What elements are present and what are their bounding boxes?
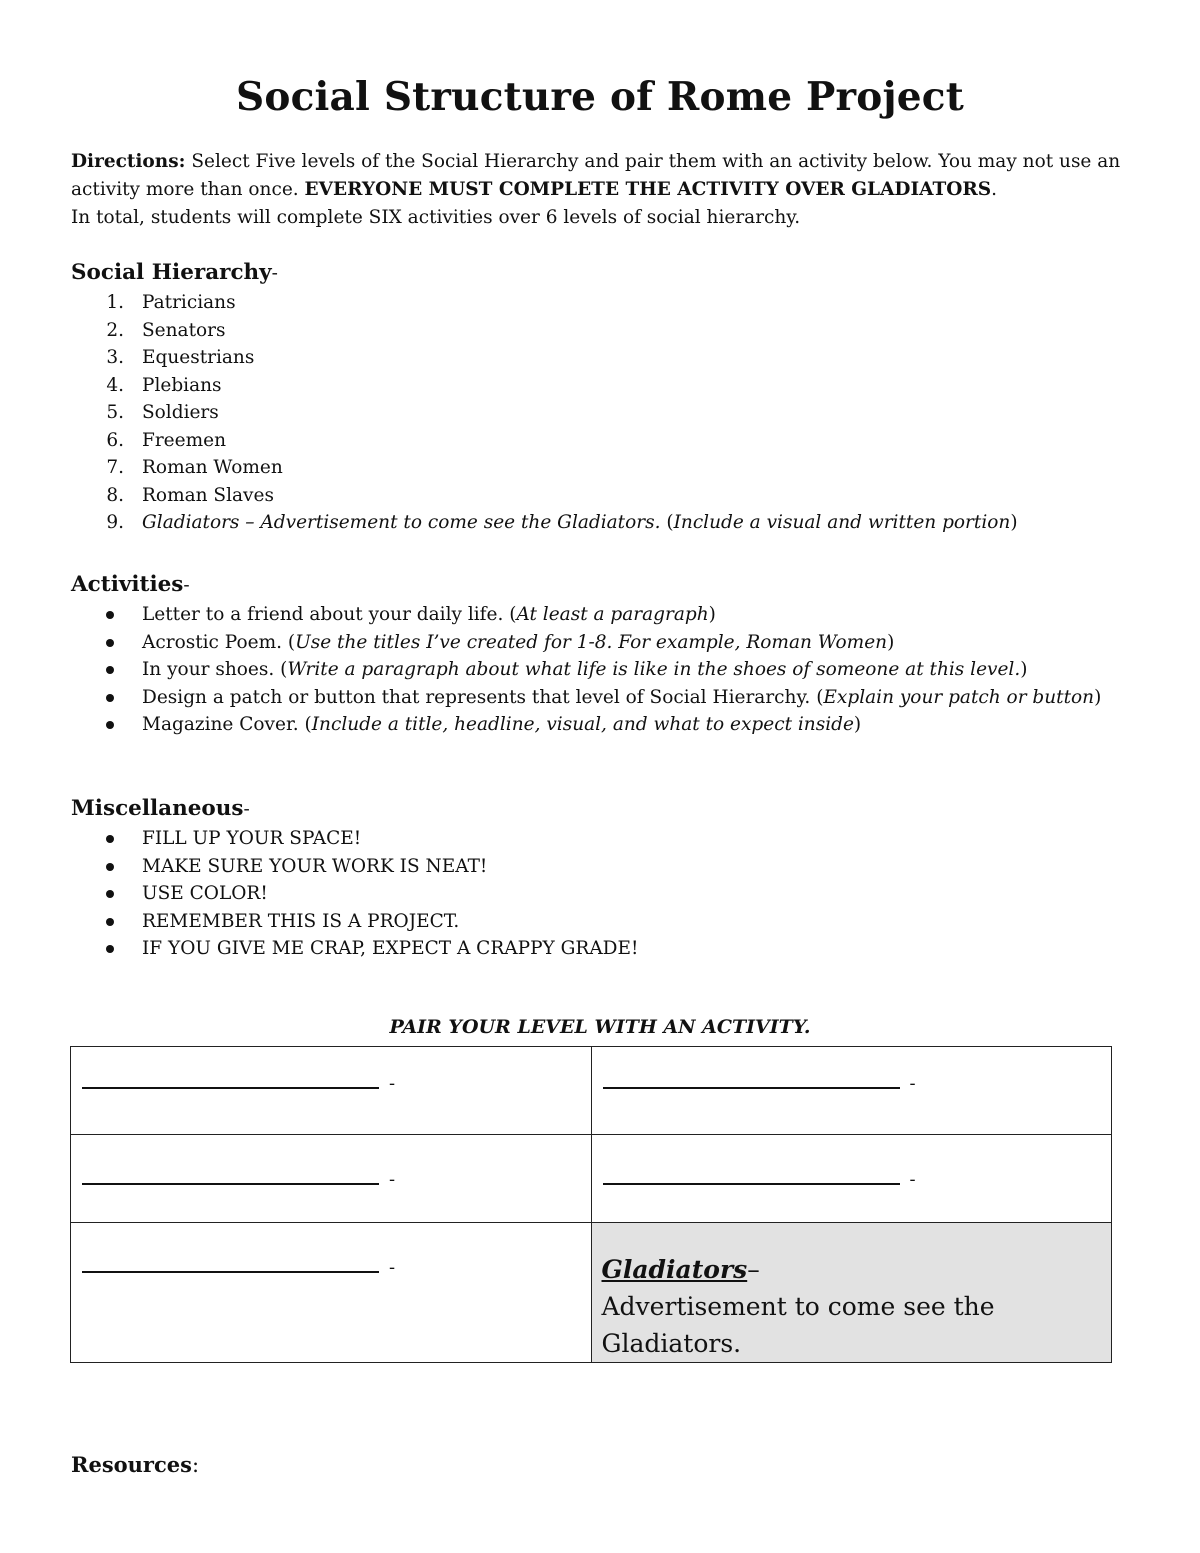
misc-item-text: FILL UP YOUR SPACE!: [142, 828, 362, 849]
list-number: 7.: [106, 457, 124, 478]
resources-label-text: Resources: [71, 1452, 192, 1477]
pair-cell[interactable]: [71, 1047, 592, 1135]
list-item-label: Roman Women: [142, 457, 283, 478]
activity-note: Write a paragraph about what life is like in the shoes of someone at this level.: [287, 659, 1021, 680]
gladiators-dash: –: [747, 1255, 760, 1284]
miscellaneous-heading-text: Miscellaneous: [71, 796, 244, 821]
list-item: [71, 711, 1131, 739]
activity-text: Acrostic Poem. (: [142, 631, 296, 653]
gladiators-title: Gladiators: [601, 1255, 748, 1284]
cell-dash: -: [909, 1073, 916, 1094]
social-hierarchy-section: [71, 258, 1131, 537]
directions-total: In total, students will complete SIX activities over 6 levels of social hierarchy.: [71, 207, 801, 228]
resources-colon: :: [191, 1453, 200, 1477]
pair-table: [70, 1046, 1112, 1363]
list-item: [71, 825, 1131, 853]
activities-section: [71, 570, 1131, 739]
table-row: [71, 1223, 1112, 1363]
list-number: 5.: [106, 402, 124, 423]
activity-text: Letter to a friend about your daily life. (: [142, 604, 517, 625]
activity-text: Design a patch or button that represents that level of Social Hierarchy. (: [142, 686, 824, 708]
list-number: 4.: [106, 374, 124, 396]
bullet-icon: [106, 945, 114, 953]
activity-note: Explain your patch or button: [823, 686, 1095, 708]
bullet-icon: [106, 639, 114, 647]
cell-dash: -: [389, 1073, 396, 1094]
directions-label: Directions:: [71, 151, 186, 172]
list-item-label: Freemen: [142, 429, 226, 451]
list-item-label: Patricians: [142, 292, 236, 313]
pair-cell[interactable]: [71, 1135, 592, 1223]
list-item: [71, 454, 1131, 482]
activity-text: In your shoes. (: [142, 659, 288, 680]
activity-note: Use the titles I’ve created for 1-8. For example, Roman Women: [295, 631, 888, 653]
list-item: [71, 656, 1131, 684]
list-item: [71, 372, 1131, 400]
list-item: [71, 601, 1131, 629]
activity-text: Magazine Cover. (: [142, 714, 312, 735]
paren-close: ): [887, 631, 895, 653]
directions-text: Select Five levels of the Social Hierarchy and pair them with an activity below. You may not use an activity more than once.: [71, 151, 1121, 200]
paren-close: ): [853, 714, 862, 735]
list-item: [71, 935, 1131, 963]
misc-item-text: MAKE SURE YOUR WORK IS NEAT!: [142, 855, 488, 877]
list-item: [71, 908, 1131, 936]
gladiators-cell: [591, 1223, 1112, 1363]
directions-emphasis: EVERYONE MUST COMPLETE THE ACTIVITY OVER GLADIATORS: [304, 179, 992, 200]
miscellaneous-heading: [71, 794, 1131, 825]
heading-dash: -: [183, 575, 190, 596]
social-hierarchy-heading: [71, 258, 1131, 289]
list-number: 1.: [106, 292, 124, 313]
table-row: [71, 1047, 1112, 1135]
list-item-label: Gladiators – Advertisement to come see the Gladiators.: [142, 512, 661, 533]
list-number: 3.: [106, 347, 124, 368]
hierarchy-list: [71, 289, 1131, 537]
heading-dash: -: [271, 263, 278, 284]
heading-dash: -: [243, 799, 250, 820]
list-item-label: Plebians: [142, 374, 222, 396]
list-item: [71, 427, 1131, 455]
blank-line[interactable]: [603, 1183, 900, 1185]
list-number: 6.: [106, 429, 124, 451]
list-item: [71, 853, 1131, 881]
table-row: [71, 1135, 1112, 1223]
pair-cell[interactable]: [591, 1047, 1112, 1135]
misc-item-text: USE COLOR!: [142, 883, 268, 904]
list-item: [71, 482, 1131, 510]
blank-line[interactable]: [82, 1183, 379, 1185]
miscellaneous-section: [71, 794, 1131, 963]
list-number: 9.: [106, 512, 124, 533]
list-number: 2.: [106, 319, 124, 341]
list-item: [71, 317, 1131, 345]
bullet-icon: [106, 835, 114, 843]
list-item: [71, 344, 1131, 372]
paren-open: (: [660, 512, 674, 533]
miscellaneous-list: [71, 825, 1131, 963]
list-item-label: Roman Slaves: [142, 484, 274, 506]
cell-dash: -: [389, 1169, 396, 1190]
cell-dash: -: [389, 1257, 396, 1278]
directions-paragraph: [71, 148, 1131, 232]
list-item: [71, 880, 1131, 908]
bullet-icon: [106, 918, 114, 926]
list-number: 8.: [106, 484, 124, 506]
misc-item-text: REMEMBER THIS IS A PROJECT.: [142, 910, 460, 932]
list-item-gladiators: [71, 509, 1131, 537]
blank-line[interactable]: [603, 1087, 900, 1089]
misc-item-text: IF YOU GIVE ME CRAP, EXPECT A CRAPPY GRADE!: [142, 938, 639, 959]
list-item: [71, 629, 1131, 657]
social-hierarchy-heading-text: Social Hierarchy: [71, 260, 272, 285]
paren-close: ): [1020, 659, 1028, 680]
bullet-icon: [106, 863, 114, 871]
activities-heading-text: Activities: [71, 572, 184, 597]
pair-table-title: PAIR YOUR LEVEL WITH AN ACTIVITY.: [389, 1016, 811, 1038]
activity-note: Include a title, headline, visual, and what to expect inside: [311, 714, 854, 735]
blank-line[interactable]: [82, 1271, 379, 1273]
paren-close: ): [708, 604, 716, 625]
pair-cell[interactable]: [71, 1223, 592, 1363]
list-item-label: Soldiers: [142, 402, 219, 423]
bullet-icon: [106, 890, 114, 898]
blank-line[interactable]: [82, 1087, 379, 1089]
bullet-icon: [106, 666, 114, 674]
bullet-icon: [106, 721, 114, 729]
resources-label: [71, 1452, 199, 1477]
directions-period: .: [991, 179, 997, 200]
paren-close: ): [1010, 512, 1018, 533]
activities-heading: [71, 570, 1131, 601]
list-item: [71, 289, 1131, 317]
pair-cell[interactable]: [591, 1135, 1112, 1223]
page-title: Social Structure of Rome Project: [236, 74, 964, 120]
activities-list: [71, 601, 1131, 739]
activity-note: At least a paragraph: [516, 604, 709, 625]
list-item-label: Equestrians: [142, 347, 255, 368]
gladiators-text: Advertisement to come see the Gladiators.: [601, 1292, 995, 1358]
bullet-icon: [106, 694, 114, 702]
paren-close: ): [1094, 686, 1102, 708]
bullet-icon: [106, 611, 114, 619]
list-item: [71, 399, 1131, 427]
list-item-label: Senators: [142, 319, 226, 341]
list-item: [71, 684, 1131, 712]
cell-dash: -: [909, 1169, 916, 1190]
list-item-note: Include a visual and written portion: [673, 512, 1011, 533]
